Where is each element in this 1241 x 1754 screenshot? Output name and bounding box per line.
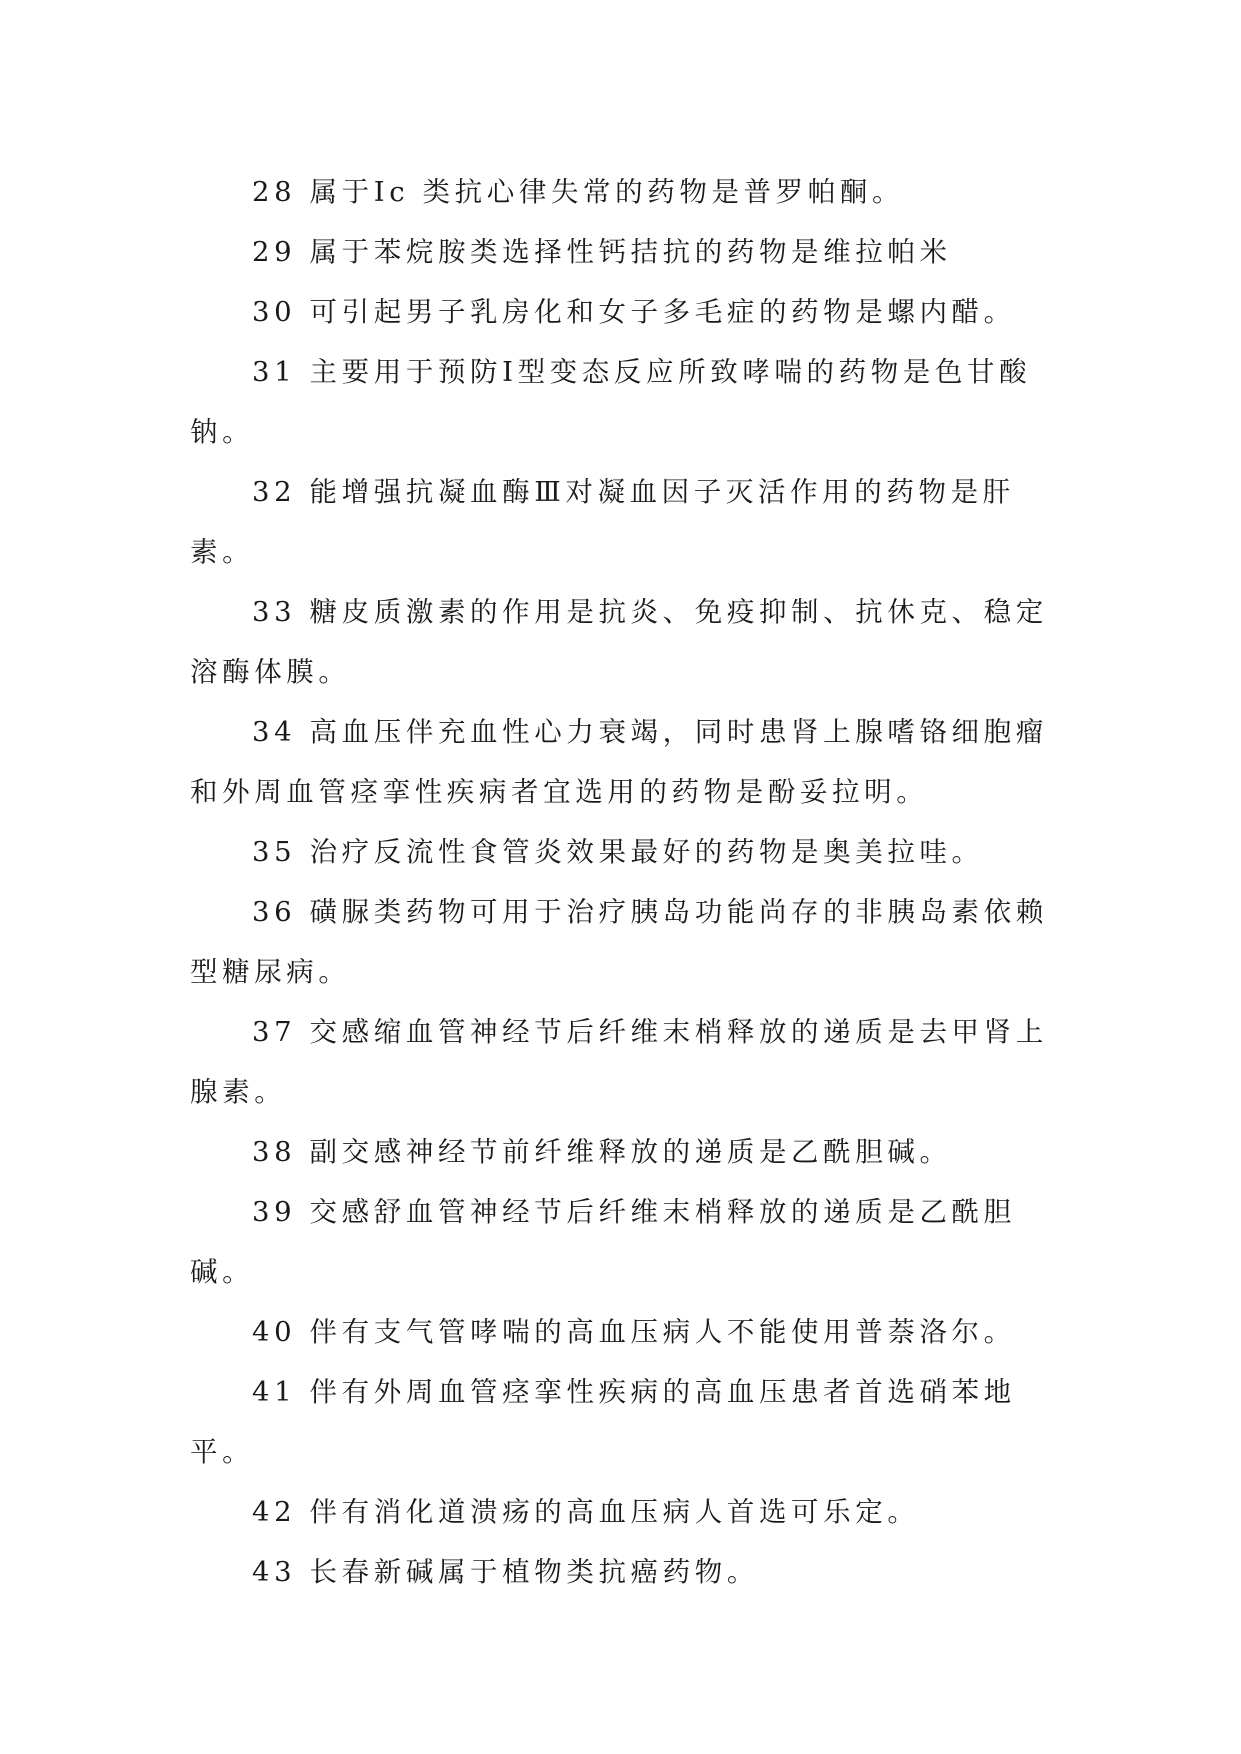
item-number: 28 [252,176,297,208]
item-text: 伴有消化道溃疡的高血压病人首选可乐定。 [309,1496,920,1528]
item-text: 属于苯烷胺类选择性钙拮抗的药物是维拉帕米 [309,236,952,268]
item-number: 39 [252,1196,297,1228]
list-item [190,162,1055,222]
list-item [190,282,1055,342]
list-item [190,822,1055,882]
item-number: 33 [252,596,297,628]
item-number: 36 [252,896,297,928]
item-text: 治疗反流性食管炎效果最好的药物是奥美拉哇。 [309,836,984,868]
item-number: 32 [252,476,297,508]
list-item [190,582,1055,702]
list-item [190,342,1055,462]
item-number: 35 [252,836,297,868]
item-text: 属于Ⅰc 类抗心律失常的药物是普罗帕酮。 [309,176,905,208]
list-item [190,1362,1055,1482]
document-body [190,162,1055,1602]
item-number: 43 [252,1556,297,1588]
item-number: 34 [252,716,297,748]
list-item [190,1182,1055,1302]
item-text: 交感缩血管神经节后纤维末梢释放的递质是去甲肾上腺素。 [190,1016,1048,1108]
item-text: 磺脲类药物可用于治疗胰岛功能尚存的非胰岛素依赖型糖尿病。 [190,896,1048,988]
item-text: 糖皮质激素的作用是抗炎、免疫抑制、抗休克、稳定溶酶体膜。 [190,596,1048,688]
item-number: 29 [252,236,297,268]
list-item [190,1302,1055,1362]
item-text: 能增强抗凝血酶Ⅲ对凝血因子灭活作用的药物是肝素。 [190,476,1015,568]
item-text: 高血压伴充血性心力衰竭，同时患肾上腺嗜铬细胞瘤和外周血管痉挛性疾病者宜选用的药物是酚妥拉明。 [190,716,1048,808]
list-item [190,702,1055,822]
item-number: 40 [252,1316,297,1348]
item-text: 伴有外周血管痉挛性疾病的高血压患者首选硝苯地平。 [190,1376,1016,1468]
item-text: 副交感神经节前纤维释放的递质是乙酰胆碱。 [309,1136,952,1168]
list-item [190,1482,1055,1542]
item-number: 42 [252,1496,297,1528]
item-text: 交感舒血管神经节后纤维末梢释放的递质是乙酰胆碱。 [190,1196,1016,1288]
list-item [190,222,1055,282]
list-item [190,1542,1055,1602]
item-number: 37 [252,1016,297,1048]
list-item [190,882,1055,1002]
list-item [190,1122,1055,1182]
item-text: 主要用于预防Ⅰ型变态反应所致哮喘的药物是色甘酸钠。 [190,356,1032,448]
item-text: 长春新碱属于植物类抗癌药物。 [309,1556,759,1588]
item-number: 41 [252,1376,297,1408]
item-number: 31 [252,356,297,388]
list-item [190,1002,1055,1122]
item-number: 38 [252,1136,297,1168]
item-number: 30 [252,296,297,328]
item-text: 伴有支气管哮喘的高血压病人不能使用普萘洛尔。 [309,1316,1016,1348]
list-item [190,462,1055,582]
item-text: 可引起男子乳房化和女子多毛症的药物是螺内醋。 [309,296,1016,328]
